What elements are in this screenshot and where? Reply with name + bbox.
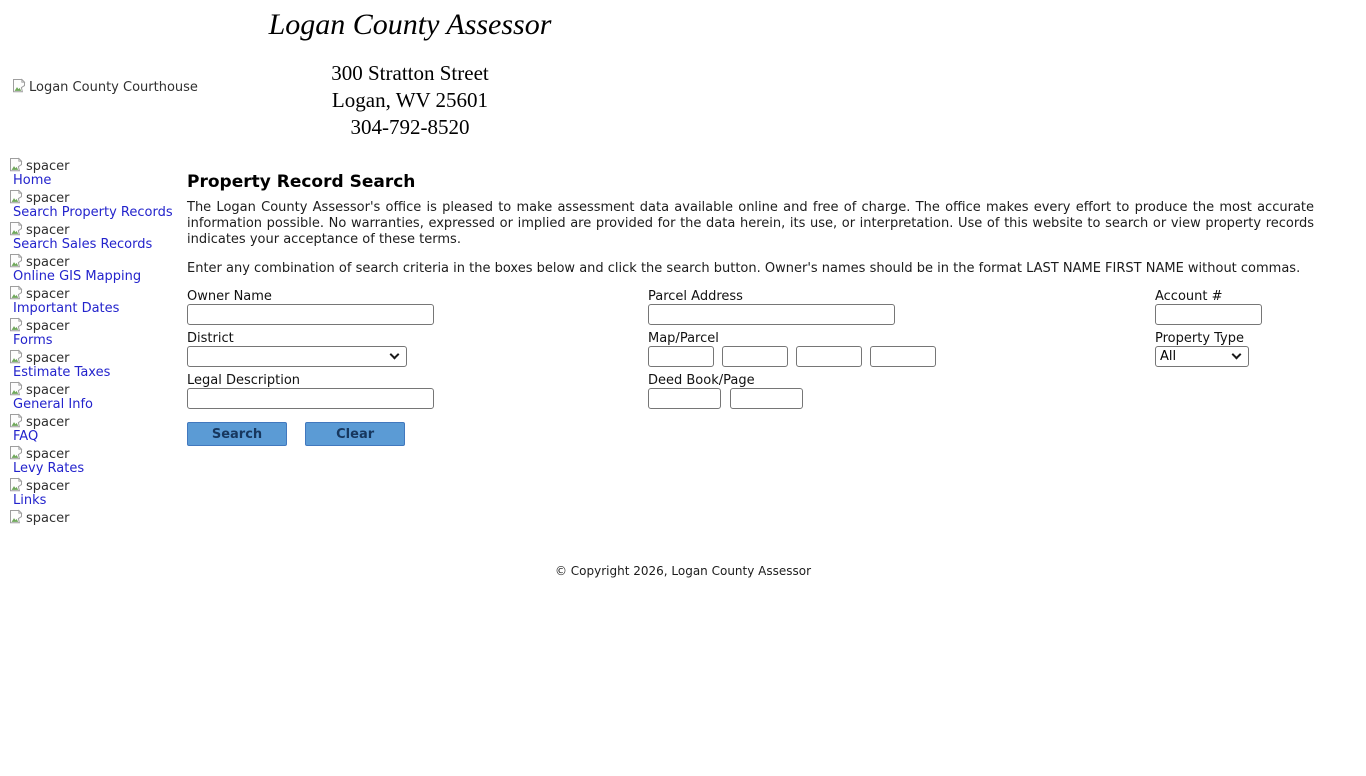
sidebar-item-estimate-taxes[interactable]: Estimate Taxes: [13, 365, 111, 380]
district-select[interactable]: [187, 346, 407, 367]
broken-image-icon: [8, 317, 24, 333]
header: [0, 8, 820, 156]
sidebar-item-levy-rates[interactable]: Levy Rates: [13, 461, 85, 476]
form-column-2: [648, 290, 936, 416]
deed-book-input[interactable]: [648, 388, 721, 409]
map-parcel-input-1[interactable]: [648, 346, 714, 367]
legal-description-label: Legal Description: [187, 373, 301, 388]
sidebar-item-general-info[interactable]: General Info: [13, 397, 93, 412]
spacer-row: [8, 189, 187, 205]
spacer-alt-text: spacer: [26, 415, 70, 430]
broken-image-icon: [8, 509, 24, 525]
property-type-label: Property Type: [1155, 331, 1245, 346]
spacer-row: [8, 157, 187, 173]
broken-image-icon: [8, 221, 24, 237]
deed-book-page-label: Deed Book/Page: [648, 373, 755, 388]
body-columns: [0, 156, 1366, 525]
sidebar: [0, 156, 187, 525]
spacer-alt-text: spacer: [26, 223, 70, 238]
parcel-address-label: Parcel Address: [648, 289, 743, 304]
spacer-alt-text: spacer: [26, 447, 70, 462]
broken-image-icon: [8, 157, 24, 173]
broken-image-icon: [8, 349, 24, 365]
spacer-row: [8, 221, 187, 237]
spacer-alt-text: spacer: [26, 287, 70, 302]
main-content: [187, 156, 1340, 480]
spacer-alt-text: spacer: [26, 351, 70, 366]
sidebar-item-search-property-records[interactable]: Search Property Records: [13, 205, 173, 220]
property-type-select[interactable]: [1155, 346, 1249, 367]
district-label: District: [187, 331, 234, 346]
owner-name-label: Owner Name: [187, 289, 272, 304]
broken-image-icon: [8, 189, 24, 205]
spacer-row: [8, 285, 187, 301]
spacer-row: [8, 445, 187, 461]
broken-image-icon: [8, 413, 24, 429]
address-line-1: 300 Stratton Street: [331, 61, 489, 85]
broken-image-icon: [8, 445, 24, 461]
intro-paragraph: The Logan County Assessor's office is pleased to make assessment data available online and free of charge. The office makes every effort to produce the most accurate information possible. No warranties, expressed or implied are provided for the data herein, its use, or interpretation. Use of this website to search or view property records indicates your acceptance of these terms.: [187, 200, 1314, 247]
map-parcel-input-2[interactable]: [722, 346, 788, 367]
spacer-alt-text: spacer: [26, 255, 70, 270]
spacer-row: [8, 317, 187, 333]
map-parcel-input-4[interactable]: [870, 346, 936, 367]
spacer-alt-text: spacer: [26, 191, 70, 206]
spacer-row: [8, 509, 187, 525]
courthouse-image-alt-text: Logan County Courthouse: [29, 80, 198, 95]
sidebar-item-online-gis-mapping[interactable]: Online GIS Mapping: [13, 269, 142, 284]
spacer-row: [8, 253, 187, 269]
broken-image-icon: [8, 253, 24, 269]
parcel-address-input[interactable]: [648, 304, 895, 325]
broken-image-icon: [11, 78, 27, 94]
address-line-2: Logan, WV 25601: [331, 88, 489, 112]
sidebar-item-links[interactable]: Links: [13, 493, 47, 508]
spacer-alt-text: spacer: [26, 159, 70, 174]
address-block: [0, 60, 820, 141]
broken-image-icon: [8, 285, 24, 301]
spacer-alt-text: spacer: [26, 383, 70, 398]
spacer-row: [8, 413, 187, 429]
spacer-alt-text: spacer: [26, 319, 70, 334]
footer-copyright: © Copyright 2026, Logan County Assessor: [554, 564, 812, 578]
courthouse-broken-image: [11, 78, 198, 95]
legal-description-input[interactable]: [187, 388, 434, 409]
owner-name-input[interactable]: [187, 304, 434, 325]
spacer-alt-text: spacer: [26, 511, 70, 526]
deed-page-input[interactable]: [730, 388, 803, 409]
broken-image-icon: [8, 381, 24, 397]
account-number-label: Account #: [1155, 289, 1223, 304]
clear-button[interactable]: Clear: [305, 422, 405, 446]
section-heading: Property Record Search: [187, 172, 416, 192]
sidebar-item-search-sales-records[interactable]: Search Sales Records: [13, 237, 153, 252]
instructions-paragraph: Enter any combination of search criteria in the boxes below and click the search button. Owner's names should be in the format LAST NAME FIRST NAME without commas.: [187, 261, 1301, 276]
broken-image-icon: [8, 477, 24, 493]
page: [0, 8, 1366, 578]
spacer-row: [8, 477, 187, 493]
spacer-row: [8, 349, 187, 365]
sidebar-item-home[interactable]: Home: [13, 173, 52, 188]
account-number-input[interactable]: [1155, 304, 1262, 325]
map-parcel-input-3[interactable]: [796, 346, 862, 367]
form-column-1: [187, 290, 434, 446]
page-title: Logan County Assessor: [268, 8, 552, 41]
sidebar-item-forms[interactable]: Forms: [13, 333, 53, 348]
form-column-3: [1155, 290, 1262, 374]
phone-number: 304-792-8520: [350, 115, 470, 139]
search-button[interactable]: Search: [187, 422, 287, 446]
map-parcel-label: Map/Parcel: [648, 331, 719, 346]
spacer-row: [8, 381, 187, 397]
sidebar-item-important-dates[interactable]: Important Dates: [13, 301, 120, 316]
sidebar-item-faq[interactable]: FAQ: [13, 429, 39, 444]
spacer-alt-text: spacer: [26, 479, 70, 494]
search-form: [187, 290, 1314, 480]
